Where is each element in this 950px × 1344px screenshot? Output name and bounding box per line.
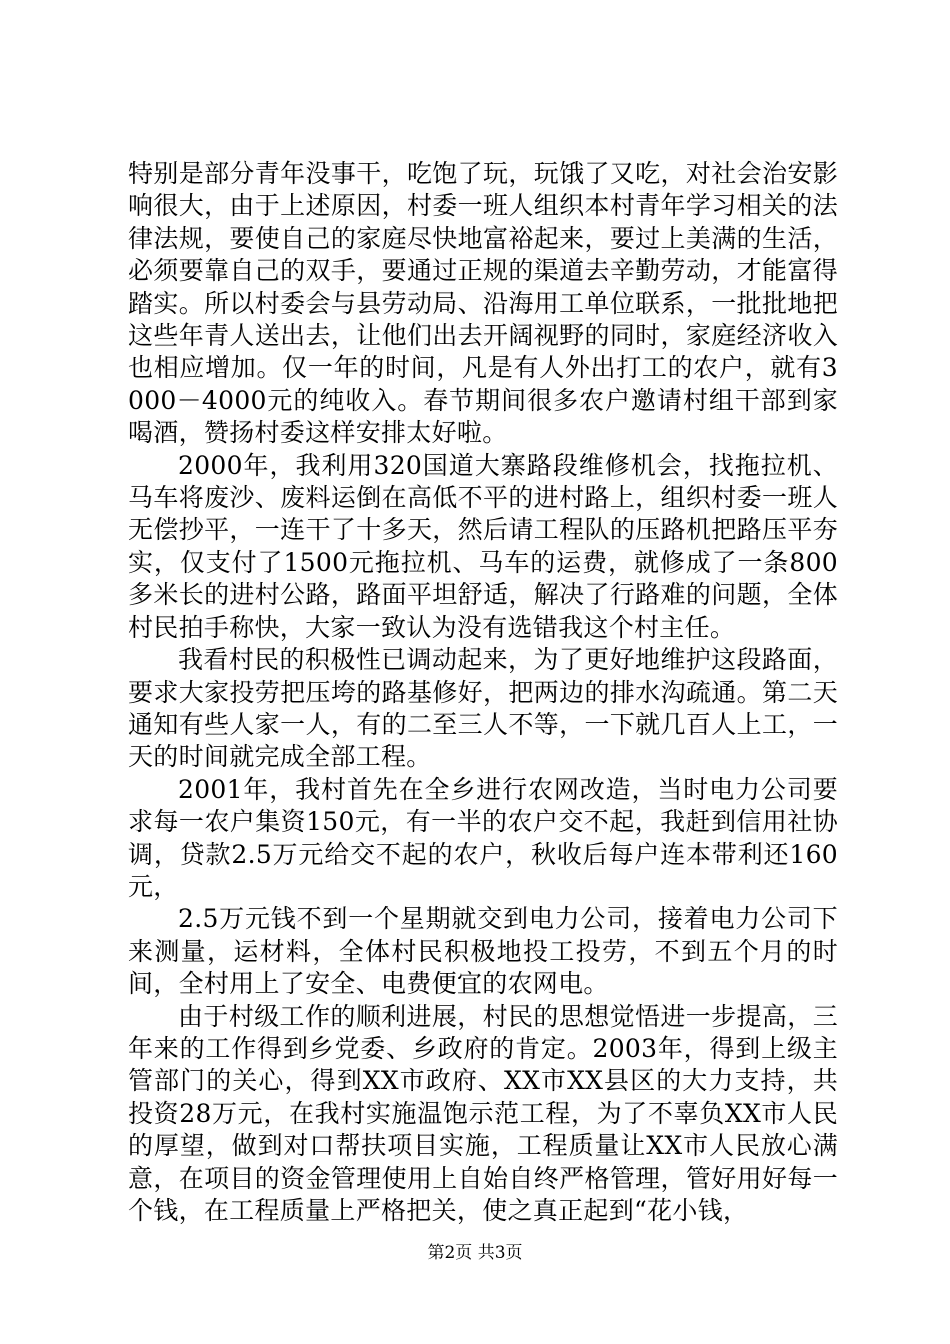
paragraph-demonstration-project: 由于村级工作的顺利进展，村民的思想觉悟进一步提高，三年来的工作得到乡党委、乡政府的肯定。2003年，得到上级主管部门的关心，得到XX市政府、XX市XX县区的大力支持，共投资28万元，在我村实施温饱示范工程，为了不辜负XX市人民的厚望，做到对口帮扶项目实施，工程质量让XX市人民放心满意，在项目的资金管理使用上自始自终严格管理，管好用好每一个钱，在工程质量上严格把关，使之真正起到“花小钱，	[128, 1001, 838, 1225]
paragraph-grid-2001: 2001年，我村首先在全乡进行农网改造，当时电力公司要求每一农户集资150元，有一半的农户交不起，我赶到信用社协调，贷款2.5万元给交不起的农户，秋收后每户连本带利还160元，	[128, 774, 838, 901]
paragraph-road-maintenance: 我看村民的积极性已调动起来，为了更好地维护这段路面，要求大家投劳把压垮的路基修好，把两边的排水沟疏通。第二天通知有些人家一人，有的二至三人不等，一下就几百人上工，一天的时间就完成全部工程。	[128, 645, 838, 772]
paragraph-grid-completion: 2.5万元钱不到一个星期就交到电力公司，接着电力公司下来测量，运材料，全体村民积极地投工投劳，不到五个月的时间，全村用上了安全、电费便宜的农网电。	[128, 904, 838, 999]
paragraph-road-2000: 2000年，我利用320国道大寨路段维修机会，找拖拉机、马车将废沙、废料运倒在高低不平的进村路上，组织村委一班人无偿抄平，一连干了十多天，然后请工程队的压路机把路压平夯实，仅支付了1500元拖拉机、马车的运费，就修成了一条800多米长的进村公路，路面平坦舒适，解决了行路难的问题，全体村民拍手称快，大家一致认为没有选错我这个村主任。	[128, 450, 838, 642]
document-body	[128, 158, 838, 1227]
page-number-footer: 第2页 共3页	[427, 1243, 523, 1263]
paragraph-continued: 特别是部分青年没事干，吃饱了玩，玩饿了又吃，对社会治安影响很大，由于上述原因，村委一班人组织本村青年学习相关的法律法规，要使自己的家庭尽快地富裕起来，要过上美满的生活，必须要靠自己的双手，要通过正规的渠道去辛勤劳动，才能富得踏实。所以村委会与县劳动局、沿海用工单位联系，一批批地把这些年青人送出去，让他们出去开阔视野的同时，家庭经济收入也相应增加。仅一年的时间，凡是有人外出打工的农户，就有3000－4000元的纯收入。春节期间很多农户邀请村组干部到家喝酒，赞扬村委这样安排太好啦。	[128, 159, 838, 448]
